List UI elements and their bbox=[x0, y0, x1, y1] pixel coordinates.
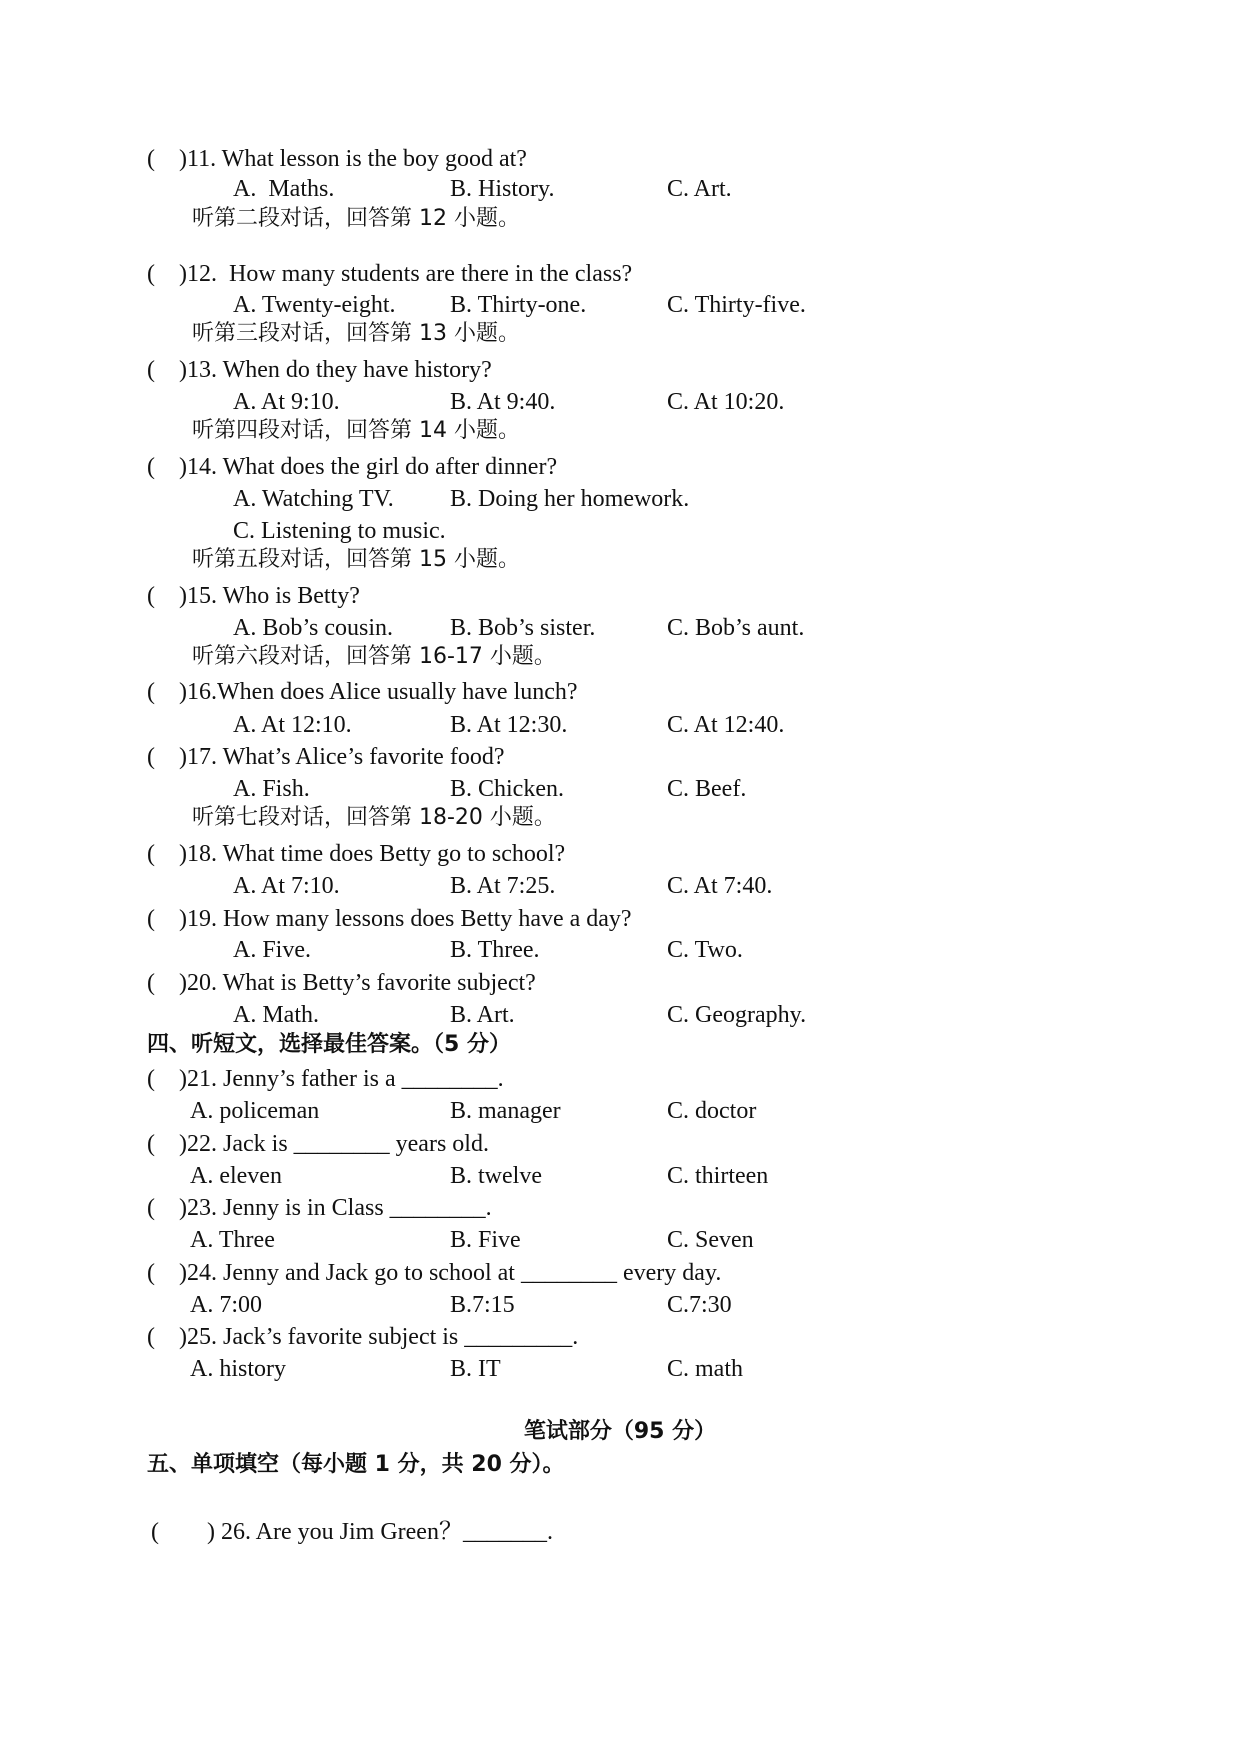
instruction-13: 听第三段对话，回答第 13 小题。 bbox=[192, 321, 520, 346]
answer-paren: ( ) bbox=[147, 261, 187, 287]
question-24 bbox=[147, 1257, 721, 1289]
option-b: B. Five bbox=[450, 1227, 521, 1253]
question-text: 15. Who is Betty? bbox=[187, 583, 360, 609]
option-c: C. Thirty-five. bbox=[667, 292, 806, 318]
option-b: B. At 12:30. bbox=[450, 712, 568, 738]
option-a: A. Watching TV. bbox=[233, 486, 394, 512]
written-part-title: 笔试部分（95 分） bbox=[523, 1419, 717, 1444]
instruction-18-20: 听第七段对话，回答第 18-20 小题。 bbox=[192, 805, 556, 830]
answer-paren: ( ) bbox=[147, 454, 187, 480]
answer-paren: ( ) bbox=[147, 1131, 187, 1157]
option-b: B. History. bbox=[450, 176, 555, 202]
instruction-12: 听第二段对话，回答第 12 小题。 bbox=[192, 206, 520, 231]
answer-paren: ( ) bbox=[147, 744, 187, 770]
question-21 bbox=[147, 1063, 504, 1095]
option-c: C. At 10:20. bbox=[667, 389, 785, 415]
question-19 bbox=[147, 903, 632, 935]
question-23 bbox=[147, 1192, 492, 1224]
answer-paren: ( ) bbox=[147, 1260, 187, 1286]
question-text: 14. What does the girl do after dinner? bbox=[187, 454, 558, 480]
question-17 bbox=[147, 741, 504, 773]
question-20 bbox=[147, 967, 536, 999]
option-a: A. Maths. bbox=[233, 176, 335, 202]
option-a: A. history bbox=[190, 1356, 286, 1382]
option-c: C. Two. bbox=[667, 937, 743, 963]
option-c: C. Art. bbox=[667, 176, 732, 202]
option-b: B. Thirty-one. bbox=[450, 292, 587, 318]
question-25 bbox=[147, 1321, 578, 1353]
instruction-16-17: 听第六段对话，回答第 16-17 小题。 bbox=[192, 644, 556, 669]
question-text: 17. What’s Alice’s favorite food? bbox=[187, 744, 505, 770]
option-a: A. Twenty-eight. bbox=[233, 292, 396, 318]
question-text: 26. Are you Jim Green？_______. bbox=[221, 1519, 553, 1545]
question-22 bbox=[147, 1128, 489, 1160]
question-text: 25. Jack’s favorite subject is _________. bbox=[187, 1324, 579, 1350]
question-15 bbox=[147, 580, 360, 612]
question-text: 13. When do they have history? bbox=[187, 357, 492, 383]
answer-paren: ( ) bbox=[147, 357, 187, 383]
question-14 bbox=[147, 451, 557, 483]
answer-paren: ( ) bbox=[147, 583, 187, 609]
option-b: B. Art. bbox=[450, 1002, 515, 1028]
answer-paren: ( ) bbox=[147, 841, 187, 867]
question-13 bbox=[147, 354, 492, 386]
question-text: 11. What lesson is the boy good at? bbox=[187, 146, 527, 172]
option-b: B. Three. bbox=[450, 937, 540, 963]
answer-paren: ( ) bbox=[147, 679, 187, 705]
option-b: B. manager bbox=[450, 1098, 561, 1124]
instruction-14: 听第四段对话，回答第 14 小题。 bbox=[192, 418, 520, 443]
option-a: A. Bob’s cousin. bbox=[233, 615, 394, 641]
question-text: 12. How many students are there in the class? bbox=[187, 261, 633, 287]
option-c: C. At 12:40. bbox=[667, 712, 785, 738]
answer-paren: ( ) bbox=[147, 906, 187, 932]
option-a: A. eleven bbox=[190, 1163, 282, 1189]
section-5-title: 五、单项填空（每小题 1 分，共 20 分）。 bbox=[147, 1452, 565, 1477]
question-text: 24. Jenny and Jack go to school at ________ every day. bbox=[187, 1260, 722, 1286]
option-a: A. policeman bbox=[190, 1098, 320, 1124]
question-18 bbox=[147, 838, 565, 870]
question-16 bbox=[147, 676, 578, 708]
question-26 bbox=[151, 1516, 553, 1548]
option-a: A. Five. bbox=[233, 937, 311, 963]
option-b: B. Doing her homework. bbox=[450, 486, 690, 512]
instruction-15: 听第五段对话，回答第 15 小题。 bbox=[192, 547, 520, 572]
section-4-title: 四、听短文，选择最佳答案。（5 分） bbox=[147, 1032, 511, 1057]
question-text: 16.When does Alice usually have lunch? bbox=[187, 679, 578, 705]
question-11 bbox=[147, 143, 527, 175]
option-c: C.7:30 bbox=[667, 1292, 732, 1318]
option-a: A. At 9:10. bbox=[233, 389, 340, 415]
option-a: A. Fish. bbox=[233, 776, 310, 802]
option-c: C. Geography. bbox=[667, 1002, 807, 1028]
option-c: C. Listening to music. bbox=[233, 518, 446, 544]
answer-paren: ( ) bbox=[147, 146, 187, 172]
option-c: C. doctor bbox=[667, 1098, 757, 1124]
answer-paren: ( ) bbox=[147, 1066, 187, 1092]
question-text: 18. What time does Betty go to school? bbox=[187, 841, 566, 867]
question-text: 20. What is Betty’s favorite subject? bbox=[187, 970, 536, 996]
question-12 bbox=[147, 258, 632, 290]
option-a: A. Math. bbox=[233, 1002, 319, 1028]
option-c: C. Seven bbox=[667, 1227, 754, 1253]
option-b: B. At 7:25. bbox=[450, 873, 556, 899]
option-b: B. At 9:40. bbox=[450, 389, 556, 415]
answer-paren: ( ) bbox=[147, 1324, 187, 1350]
option-c: C. Beef. bbox=[667, 776, 747, 802]
answer-paren: ( ) bbox=[147, 970, 187, 996]
option-c: C. math bbox=[667, 1356, 743, 1382]
question-text: 23. Jenny is in Class ________. bbox=[187, 1195, 492, 1221]
option-a: A. 7:00 bbox=[190, 1292, 262, 1318]
option-c: C. Bob’s aunt. bbox=[667, 615, 805, 641]
question-text: 19. How many lessons does Betty have a day? bbox=[187, 906, 632, 932]
option-b: B.7:15 bbox=[450, 1292, 515, 1318]
option-b: B. Chicken. bbox=[450, 776, 564, 802]
option-a: A. Three bbox=[190, 1227, 275, 1253]
question-text: 21. Jenny’s father is a ________. bbox=[187, 1066, 504, 1092]
option-b: B. Bob’s sister. bbox=[450, 615, 596, 641]
option-a: A. At 7:10. bbox=[233, 873, 340, 899]
answer-paren: ( ) bbox=[151, 1519, 215, 1545]
question-text: 22. Jack is ________ years old. bbox=[187, 1131, 489, 1157]
answer-paren: ( ) bbox=[147, 1195, 187, 1221]
option-c: C. thirteen bbox=[667, 1163, 769, 1189]
option-b: B. twelve bbox=[450, 1163, 542, 1189]
option-a: A. At 12:10. bbox=[233, 712, 352, 738]
option-c: C. At 7:40. bbox=[667, 873, 773, 899]
option-b: B. IT bbox=[450, 1356, 501, 1382]
